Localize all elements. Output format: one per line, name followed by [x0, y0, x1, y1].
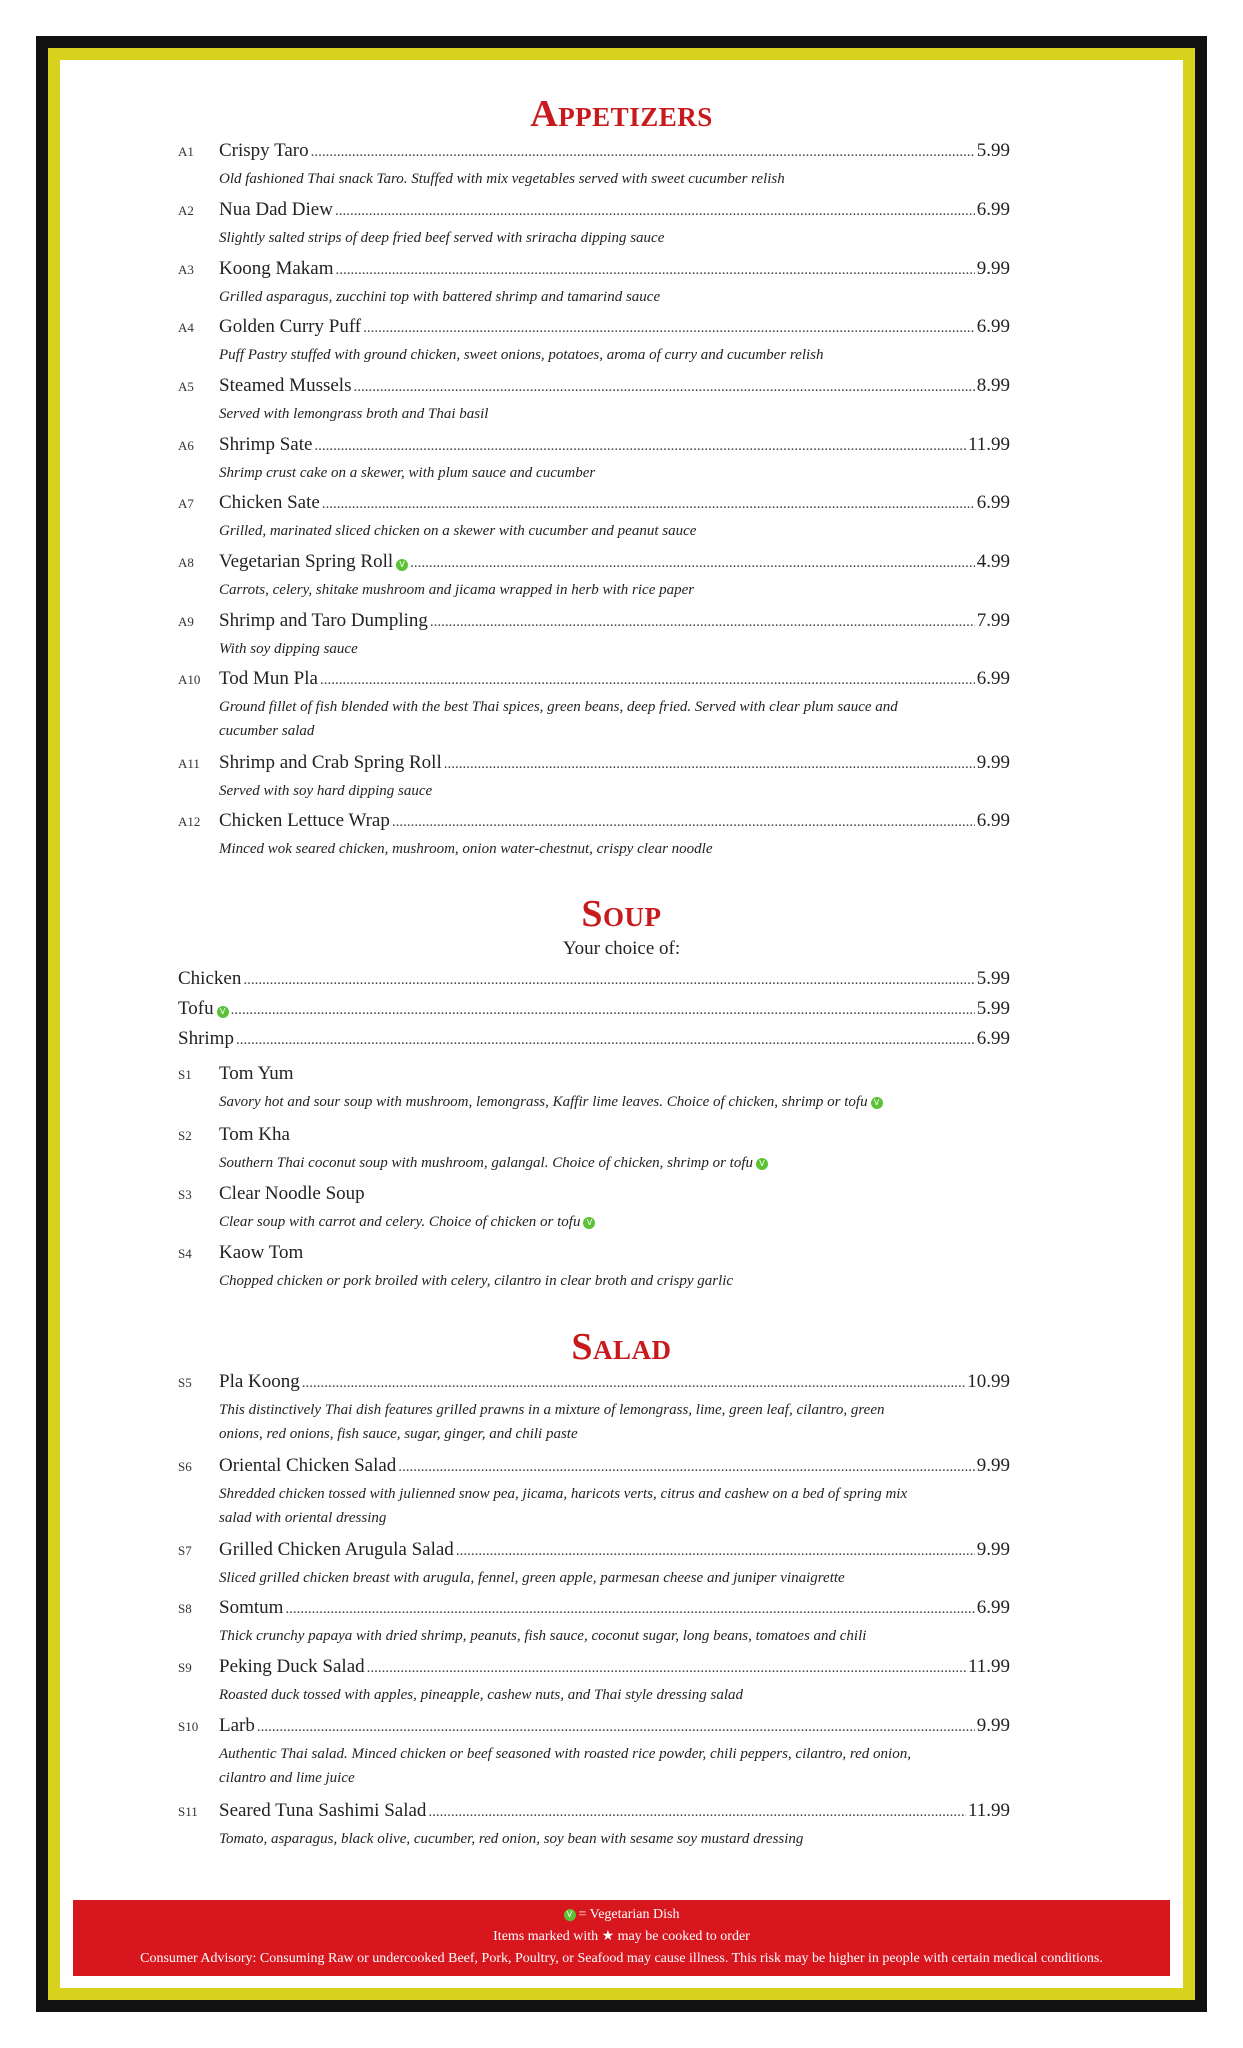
choice-name: Tofu: [178, 998, 214, 1019]
item-code: S2: [178, 1128, 192, 1143]
choice-name: Chicken: [178, 968, 242, 989]
footer-banner: [73, 1900, 1170, 1976]
item-description: Ground fillet of fish blended with the best Thai spices, green beans, deep fried. Served with clear plum sauce and cucumber salad: [219, 699, 898, 739]
item-price: 9.99: [976, 1455, 1010, 1476]
item-description: Shredded chicken tossed with julienned snow pea, jicama, haricots verts, citrus and cashew on a bed of spring mix salad with oriental dressing: [219, 1486, 908, 1526]
item-price: 9.99: [976, 752, 1010, 773]
item-name: Kaow Tom: [219, 1242, 304, 1263]
dot-leader: [456, 1543, 975, 1560]
choice-price: 5.99: [976, 998, 1010, 1019]
item-price: 11.99: [967, 434, 1010, 455]
item-name: Somtum: [219, 1597, 284, 1618]
dot-leader: [285, 1601, 974, 1618]
item-description: Minced wok seared chicken, mushroom, onion water-chestnut, crispy clear noodle: [219, 841, 713, 857]
item-name: Chicken Sate: [219, 492, 320, 513]
item-description: Served with soy hard dipping sauce: [219, 783, 433, 799]
item-code: S8: [178, 1601, 192, 1616]
item-price: 6.99: [976, 199, 1010, 220]
item-code: A12: [178, 814, 201, 829]
cooked-to-order-note: Items marked with ★ may be cooked to order: [493, 1929, 750, 1944]
item-price: 4.99: [976, 551, 1010, 572]
choice-price: 5.99: [976, 968, 1010, 989]
item-name: Clear Noodle Soup: [219, 1183, 365, 1204]
item-name: Peking Duck Salad: [219, 1656, 365, 1677]
item-description: Chopped chicken or pork broiled with celery, cilantro in clear broth and crispy garlic: [219, 1273, 734, 1289]
item-code: A10: [178, 672, 201, 687]
dot-leader: [302, 1375, 966, 1392]
choice-name: Shrimp: [178, 1028, 234, 1049]
item-code: S5: [178, 1375, 192, 1390]
item-code: S10: [178, 1719, 199, 1734]
dot-leader: [353, 379, 974, 396]
item-price: 10.99: [967, 1371, 1010, 1392]
choice-price: 6.99: [976, 1028, 1010, 1049]
dot-leader: [367, 1660, 966, 1677]
item-code: A9: [178, 614, 194, 629]
item-price: 8.99: [976, 375, 1010, 396]
item-code: A8: [178, 555, 194, 570]
dot-leader: [231, 1002, 975, 1019]
item-description: Sliced grilled chicken breast with arugula, fennel, green apple, parmesan cheese and juniper vinaigrette: [219, 1570, 845, 1586]
item-description: With soy dipping sauce: [219, 641, 358, 657]
dot-leader: [363, 320, 975, 337]
item-description: Served with lemongrass broth and Thai basil: [219, 406, 489, 422]
item-name: Seared Tuna Sashimi Salad: [219, 1800, 427, 1821]
item-code: A1: [178, 144, 194, 159]
item-name: Crispy Taro: [219, 140, 309, 161]
item-name: Tom Kha: [219, 1124, 290, 1145]
dot-leader: [430, 614, 975, 631]
item-description: Carrots, celery, shitake mushroom and jicama wrapped in herb with rice paper: [219, 582, 695, 598]
item-description: Slightly salted strips of deep fried beef served with sriracha dipping sauce: [219, 230, 665, 246]
item-code: S4: [178, 1246, 192, 1261]
item-description: Grilled asparagus, zucchini top with battered shrimp and tamarind sauce: [219, 289, 661, 305]
soup-subtitle: Your choice of:: [562, 938, 681, 959]
item-code: S9: [178, 1660, 192, 1675]
dot-leader: [322, 496, 975, 513]
item-name: Pla Koong: [219, 1371, 300, 1392]
item-code: A4: [178, 320, 194, 335]
vegetarian-icon: V: [396, 559, 408, 571]
item-name: Tod Mun Pla: [219, 668, 318, 689]
item-price: 9.99: [976, 1539, 1010, 1560]
item-code: A2: [178, 203, 194, 218]
consumer-advisory: Consumer Advisory: Consuming Raw or undercooked Beef, Pork, Poultry, or Seafood may cause illness. This risk may be higher in people with certain medical conditions.: [140, 1951, 1103, 1966]
item-description: Savory hot and sour soup with mushroom, lemongrass, Kaffir lime leaves. Choice of chicken, shrimp or tofu V: [219, 1090, 979, 1114]
item-name: Vegetarian Spring Roll: [219, 551, 394, 572]
item-description: Tomato, asparagus, black olive, cucumber, red onion, soy bean with sesame soy mustard dressing: [219, 1831, 804, 1847]
item-name: Oriental Chicken Salad: [219, 1455, 397, 1476]
vegetarian-icon: V: [871, 1097, 883, 1109]
item-name: Steamed Mussels: [219, 375, 352, 396]
item-name: Nua Dad Diew: [219, 199, 333, 220]
item-name: Koong Makam: [219, 258, 334, 279]
item-code: S7: [178, 1543, 192, 1558]
item-description: Clear soup with carrot and celery. Choice of chicken or tofu V: [219, 1210, 919, 1234]
item-name: Golden Curry Puff: [219, 316, 362, 337]
item-price: 7.99: [976, 610, 1010, 631]
item-name: Chicken Lettuce Wrap: [219, 810, 390, 831]
dot-leader: [410, 555, 975, 572]
vegetarian-icon: V: [583, 1217, 595, 1229]
item-price: 6.99: [976, 810, 1010, 831]
dot-leader: [314, 438, 966, 455]
item-code: S11: [178, 1804, 198, 1819]
dot-leader: [444, 756, 975, 773]
item-description: Shrimp crust cake on a skewer, with plum sauce and cucumber: [219, 465, 596, 481]
item-code: S6: [178, 1459, 192, 1474]
item-price: 6.99: [976, 1597, 1010, 1618]
item-description: This distinctively Thai dish features grilled prawns in a mixture of lemongrass, lime, green leaf, cilantro, green onions, red onions, fish sauce, sugar, ginger, and chili paste: [219, 1402, 885, 1442]
item-code: S1: [178, 1067, 192, 1082]
item-name: Shrimp and Taro Dumpling: [219, 610, 428, 631]
item-price: 9.99: [976, 258, 1010, 279]
item-code: S3: [178, 1187, 192, 1202]
item-description: Southern Thai coconut soup with mushroom, galangal. Choice of chicken, shrimp or tofu V: [219, 1151, 919, 1175]
dot-leader: [398, 1459, 974, 1476]
item-price: 9.99: [976, 1715, 1010, 1736]
veg-legend-label: = Vegetarian Dish: [578, 1907, 680, 1922]
dot-leader: [257, 1719, 975, 1736]
item-name: Tom Yum: [219, 1063, 294, 1084]
item-description: Authentic Thai salad. Minced chicken or beef seasoned with roasted rice powder, chili peppers, cilantro, red onion, cilantro and lime juice: [219, 1746, 911, 1786]
item-code: A5: [178, 379, 194, 394]
item-description: Roasted duck tossed with apples, pineapple, cashew nuts, and Thai style dressing salad: [219, 1687, 743, 1703]
appetizers-title: Appetizers: [530, 93, 713, 135]
vegetarian-icon: V: [564, 1909, 576, 1921]
item-price: 6.99: [976, 492, 1010, 513]
dot-leader: [428, 1804, 966, 1821]
vegetarian-icon: V: [217, 1006, 229, 1018]
legend-line: [73, 1904, 1170, 1926]
dot-leader: [311, 144, 975, 161]
dot-leader: [335, 203, 975, 220]
item-price: 6.99: [976, 316, 1010, 337]
item-name: Larb: [219, 1715, 255, 1736]
dot-leader: [336, 262, 975, 279]
item-name: Shrimp and Crab Spring Roll: [219, 752, 442, 773]
item-price: 11.99: [967, 1800, 1010, 1821]
item-name: Shrimp Sate: [219, 434, 313, 455]
item-code: A7: [178, 496, 194, 511]
item-description: Old fashioned Thai snack Taro. Stuffed with mix vegetables served with sweet cucumber relish: [219, 171, 785, 187]
dot-leader: [236, 1032, 975, 1049]
vegetarian-icon: V: [756, 1158, 768, 1170]
item-price: 11.99: [967, 1656, 1010, 1677]
item-code: A3: [178, 262, 194, 277]
item-description: Puff Pastry stuffed with ground chicken, sweet onions, potatoes, aroma of curry and cucumber relish: [219, 347, 824, 363]
item-code: A6: [178, 438, 194, 453]
item-name: Grilled Chicken Arugula Salad: [219, 1539, 454, 1560]
item-description: Thick crunchy papaya with dried shrimp, peanuts, fish sauce, coconut sugar, long beans, tomatoes and chili: [219, 1628, 867, 1644]
dot-leader: [392, 814, 975, 831]
salad-title: Salad: [571, 1326, 672, 1368]
item-code: A11: [178, 756, 200, 771]
item-description: Grilled, marinated sliced chicken on a skewer with cucumber and peanut sauce: [219, 523, 697, 539]
item-price: 6.99: [976, 668, 1010, 689]
item-price: 5.99: [976, 140, 1010, 161]
dot-leader: [243, 972, 974, 989]
soup-title: Soup: [581, 893, 662, 935]
dot-leader: [320, 672, 975, 689]
